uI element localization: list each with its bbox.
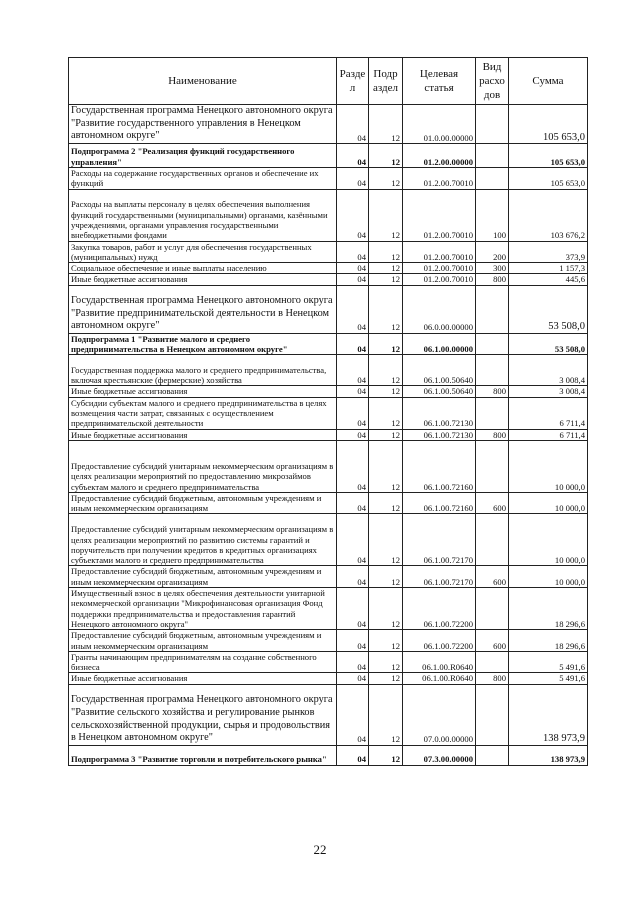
row-razdel: 04 <box>337 189 369 241</box>
row-vid: 600 <box>476 492 509 514</box>
row-podrazdel: 12 <box>369 397 403 429</box>
row-vid: 800 <box>476 274 509 285</box>
row-name: Предоставление субсидий унитарным некоммерческим организациям в целях реализации мероприятий по развитию системы гарантий и поручительств при получении кредитов в кредитных организациях субъектами малого и среднего предпринимательства <box>69 514 337 566</box>
row-razdel: 04 <box>337 168 369 190</box>
row-name: Государственная программа Ненецкого автономного округа "Развитие предпринимательской деятельности в Ненецком автономном округе" <box>69 285 337 333</box>
table-row <box>69 274 588 285</box>
row-razdel: 04 <box>337 355 369 386</box>
row-name: Закупка товаров, работ и услуг для обеспечения государственных (муниципальных) нужд <box>69 241 337 263</box>
row-target: 01.2.00.00000 <box>403 144 476 168</box>
row-razdel: 04 <box>337 144 369 168</box>
row-sum: 105 653,0 <box>509 144 588 168</box>
row-name: Субсидии субъектам малого и среднего предпринимательства в целях возмещения части затрат, связанных с осуществлением предпринимательской деятельности <box>69 397 337 429</box>
table-row <box>69 285 588 333</box>
row-target: 01.2.00.70010 <box>403 189 476 241</box>
row-razdel: 04 <box>337 429 369 440</box>
row-podrazdel: 12 <box>369 263 403 274</box>
row-sum: 373,9 <box>509 241 588 263</box>
row-vid <box>476 285 509 333</box>
row-vid <box>476 333 509 355</box>
row-vid: 300 <box>476 263 509 274</box>
row-sum: 53 508,0 <box>509 333 588 355</box>
row-sum: 10 000,0 <box>509 566 588 588</box>
table-row <box>69 386 588 397</box>
row-sum: 1 157,3 <box>509 263 588 274</box>
table-row <box>69 514 588 566</box>
row-target: 06.1.00.72200 <box>403 588 476 630</box>
table-row <box>69 429 588 440</box>
row-sum: 445,6 <box>509 274 588 285</box>
row-sum: 18 296,6 <box>509 588 588 630</box>
row-target: 06.0.00.00000 <box>403 285 476 333</box>
table-row <box>69 144 588 168</box>
row-target: 07.3.00.00000 <box>403 745 476 765</box>
row-vid: 100 <box>476 189 509 241</box>
table-row <box>69 241 588 263</box>
row-name: Государственная программа Ненецкого автономного округа "Развитие государственного управления в Ненецком автономном округе" <box>69 105 337 144</box>
row-razdel: 04 <box>337 263 369 274</box>
row-target: 06.1.00.72130 <box>403 397 476 429</box>
row-podrazdel: 12 <box>369 241 403 263</box>
row-sum: 10 000,0 <box>509 492 588 514</box>
row-podrazdel: 12 <box>369 168 403 190</box>
table-row <box>69 397 588 429</box>
header-target: Целевая статья <box>403 58 476 105</box>
table-body <box>69 105 588 766</box>
row-target: 01.2.00.70010 <box>403 274 476 285</box>
row-target: 06.1.00.72160 <box>403 440 476 492</box>
row-podrazdel: 12 <box>369 429 403 440</box>
row-name: Предоставление субсидий бюджетным, автономным учреждениям и иным некоммерческим организациям <box>69 566 337 588</box>
row-name: Предоставление субсидий унитарным некоммерческим организациям в целях реализации мероприятий по предоставлению микрозаймов субъектам малого и среднего предпринимательства <box>69 440 337 492</box>
row-razdel: 04 <box>337 397 369 429</box>
row-razdel: 04 <box>337 566 369 588</box>
row-target: 01.2.00.70010 <box>403 241 476 263</box>
row-razdel: 04 <box>337 630 369 652</box>
table-row <box>69 588 588 630</box>
row-podrazdel: 12 <box>369 566 403 588</box>
row-target: 06.1.00.72160 <box>403 492 476 514</box>
row-razdel: 04 <box>337 588 369 630</box>
row-podrazdel: 12 <box>369 492 403 514</box>
row-podrazdel: 12 <box>369 651 403 673</box>
row-name: Гранты начинающим предпринимателям на создание собственного бизнеса <box>69 651 337 673</box>
row-vid <box>476 588 509 630</box>
row-sum: 3 008,4 <box>509 386 588 397</box>
row-razdel: 04 <box>337 492 369 514</box>
row-target: 06.1.00.72200 <box>403 630 476 652</box>
row-razdel: 04 <box>337 241 369 263</box>
row-target: 01.2.00.70010 <box>403 263 476 274</box>
row-name: Социальное обеспечение и иные выплаты населению <box>69 263 337 274</box>
row-vid <box>476 397 509 429</box>
row-name: Подпрограмма 3 "Развитие торговли и потребительского рынка" <box>69 745 337 765</box>
table-row <box>69 189 588 241</box>
row-vid <box>476 168 509 190</box>
row-sum: 10 000,0 <box>509 440 588 492</box>
row-sum: 103 676,2 <box>509 189 588 241</box>
row-podrazdel: 12 <box>369 514 403 566</box>
row-podrazdel: 12 <box>369 684 403 745</box>
row-name: Расходы на выплаты персоналу в целях обеспечения выполнения функций государственными (муниципальными) органами, казёнными учреждениями, органами управления государственными внебюджетными фондами <box>69 189 337 241</box>
row-sum: 6 711,4 <box>509 429 588 440</box>
row-razdel: 04 <box>337 651 369 673</box>
row-vid <box>476 355 509 386</box>
row-sum: 138 973,9 <box>509 745 588 765</box>
row-vid <box>476 144 509 168</box>
row-razdel: 04 <box>337 745 369 765</box>
row-target: 06.1.00.R0640 <box>403 673 476 684</box>
row-name: Подпрограмма 1 "Развитие малого и среднего предпринимательства в Ненецком автономном округе" <box>69 333 337 355</box>
row-target: 06.1.00.72170 <box>403 514 476 566</box>
row-name: Расходы на содержание государственных органов и обеспечение их функций <box>69 168 337 190</box>
row-podrazdel: 12 <box>369 588 403 630</box>
row-sum: 105 653,0 <box>509 105 588 144</box>
row-podrazdel: 12 <box>369 440 403 492</box>
row-name: Иные бюджетные ассигнования <box>69 429 337 440</box>
row-podrazdel: 12 <box>369 355 403 386</box>
row-razdel: 04 <box>337 440 369 492</box>
table-row <box>69 263 588 274</box>
row-target: 06.1.00.50640 <box>403 386 476 397</box>
table-row <box>69 673 588 684</box>
row-vid: 600 <box>476 566 509 588</box>
row-vid: 600 <box>476 630 509 652</box>
header-podrazdel: Подр аздел <box>369 58 403 105</box>
row-vid <box>476 651 509 673</box>
row-vid <box>476 105 509 144</box>
row-target: 07.0.00.00000 <box>403 684 476 745</box>
row-podrazdel: 12 <box>369 189 403 241</box>
table-row <box>69 651 588 673</box>
row-razdel: 04 <box>337 684 369 745</box>
row-target: 06.1.00.00000 <box>403 333 476 355</box>
table-row <box>69 333 588 355</box>
row-name: Имущественный взнос в целях обеспечения деятельности унитарной некоммерческой организации "Микрофинансовая организация Фонд поддержки предпринимательства и предоставления гарантий Ненецкого автономного округа" <box>69 588 337 630</box>
table-row <box>69 630 588 652</box>
table-row <box>69 684 588 745</box>
row-vid <box>476 514 509 566</box>
table-header-row <box>69 58 588 105</box>
row-podrazdel: 12 <box>369 386 403 397</box>
row-target: 01.0.00.00000 <box>403 105 476 144</box>
row-target: 06.1.00.50640 <box>403 355 476 386</box>
row-name: Государственная программа Ненецкого автономного округа "Развитие сельского хозяйства и регулирование рынков сельскохозяйственной продукции, сырья и продовольствия в Ненецком автономном округе" <box>69 684 337 745</box>
table-row <box>69 355 588 386</box>
row-podrazdel: 12 <box>369 745 403 765</box>
row-razdel: 04 <box>337 285 369 333</box>
row-name: Предоставление субсидий бюджетным, автономным учреждениям и иным некоммерческим организациям <box>69 492 337 514</box>
row-vid <box>476 440 509 492</box>
row-target: 06.1.00.R0640 <box>403 651 476 673</box>
row-sum: 10 000,0 <box>509 514 588 566</box>
row-vid: 800 <box>476 673 509 684</box>
row-vid: 200 <box>476 241 509 263</box>
row-podrazdel: 12 <box>369 673 403 684</box>
row-razdel: 04 <box>337 514 369 566</box>
row-razdel: 04 <box>337 673 369 684</box>
header-razdel: Разде л <box>337 58 369 105</box>
row-name: Предоставление субсидий бюджетным, автономным учреждениям и иным некоммерческим организациям <box>69 630 337 652</box>
row-name: Иные бюджетные ассигнования <box>69 386 337 397</box>
row-razdel: 04 <box>337 386 369 397</box>
table-row <box>69 566 588 588</box>
row-podrazdel: 12 <box>369 105 403 144</box>
header-name: Наименование <box>69 58 337 105</box>
row-name: Иные бюджетные ассигнования <box>69 673 337 684</box>
row-sum: 105 653,0 <box>509 168 588 190</box>
row-razdel: 04 <box>337 274 369 285</box>
row-razdel: 04 <box>337 333 369 355</box>
header-vid: Вид расхо дов <box>476 58 509 105</box>
row-name: Государственная поддержка малого и среднего предпринимательства, включая крестьянские (фермерские) хозяйства <box>69 355 337 386</box>
row-vid <box>476 745 509 765</box>
row-vid: 800 <box>476 429 509 440</box>
table-row <box>69 440 588 492</box>
table-row <box>69 105 588 144</box>
row-podrazdel: 12 <box>369 333 403 355</box>
row-sum: 53 508,0 <box>509 285 588 333</box>
row-podrazdel: 12 <box>369 144 403 168</box>
row-sum: 5 491,6 <box>509 651 588 673</box>
row-podrazdel: 12 <box>369 285 403 333</box>
row-name: Иные бюджетные ассигнования <box>69 274 337 285</box>
row-razdel: 04 <box>337 105 369 144</box>
row-podrazdel: 12 <box>369 274 403 285</box>
row-sum: 18 296,6 <box>509 630 588 652</box>
table-row <box>69 168 588 190</box>
row-target: 01.2.00.70010 <box>403 168 476 190</box>
header-sum: Сумма <box>509 58 588 105</box>
page-number: 22 <box>313 842 327 857</box>
budget-table <box>68 57 588 766</box>
row-vid: 800 <box>476 386 509 397</box>
table-row <box>69 492 588 514</box>
row-podrazdel: 12 <box>369 630 403 652</box>
row-target: 06.1.00.72170 <box>403 566 476 588</box>
row-sum: 3 008,4 <box>509 355 588 386</box>
table-row <box>69 745 588 765</box>
row-target: 06.1.00.72130 <box>403 429 476 440</box>
row-name: Подпрограмма 2 "Реализация функций государственного управления" <box>69 144 337 168</box>
row-sum: 5 491,6 <box>509 673 588 684</box>
row-sum: 138 973,9 <box>509 684 588 745</box>
row-vid <box>476 684 509 745</box>
row-sum: 6 711,4 <box>509 397 588 429</box>
